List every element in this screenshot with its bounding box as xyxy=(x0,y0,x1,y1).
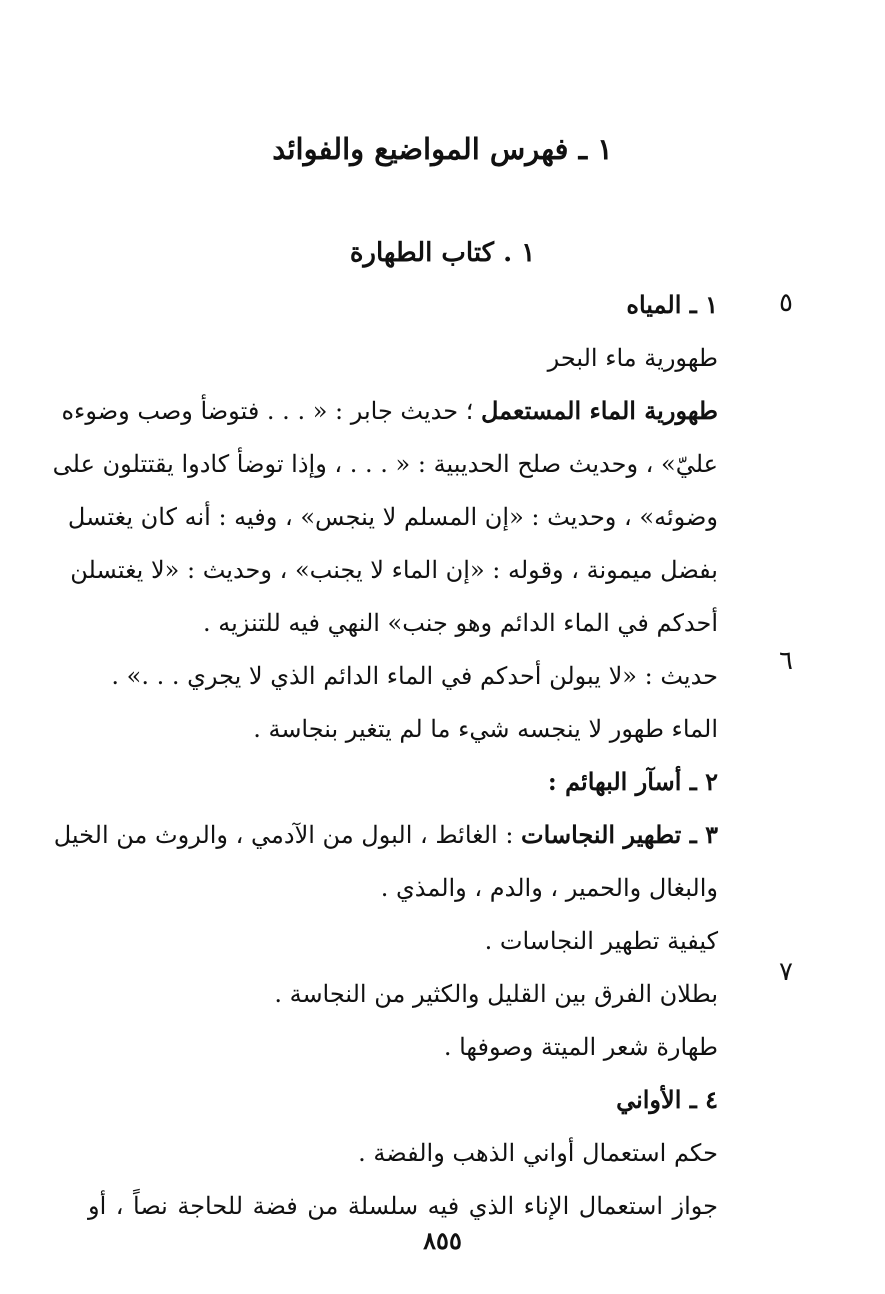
page-ref-7: ٧ xyxy=(779,957,793,987)
index-line: حكم استعمال أواني الذهب والفضة . xyxy=(358,1139,718,1167)
index-line: طهورية ماء البحر xyxy=(547,344,718,372)
index-line: كيفية تطهير النجاسات . xyxy=(484,927,718,955)
index-line xyxy=(88,762,718,802)
index-line: الماء طهور لا ينجسه شيء ما لم يتغير بنجاسة . xyxy=(253,715,718,743)
section-title: ١ . كتاب الطهارة xyxy=(349,238,536,268)
index-line: طهارة شعر الميتة وصوفها . xyxy=(443,1033,718,1061)
index-line: عليّ» ، وحديث صلح الحديبية : « . . . ، وإذا توضأ كادوا يقتتلون على xyxy=(52,450,718,478)
index-line: بطلان الفرق بين القليل والكثير من النجاسة . xyxy=(274,980,718,1008)
index-line xyxy=(88,1080,718,1120)
index-line: وضوئه» ، وحديث : «إن المسلم لا ينجس» ، وفيه : أنه كان يغتسل xyxy=(67,503,718,531)
page-ref-6: ٦ xyxy=(779,646,793,676)
heading-animal-leftovers: ٢ ـ أسآر البهائم : xyxy=(547,767,718,796)
index-line: أحدكم في الماء الدائم وهو جنب» النهي فيه للتنزيه . xyxy=(203,609,718,637)
heading-vessels: ٤ ـ الأواني xyxy=(616,1085,718,1114)
index-line: حديث : «لا يبولن أحدكم في الماء الدائم الذي لا يجري . . .» . xyxy=(111,662,718,690)
heading-purification: ٣ ـ تطهير النجاسات xyxy=(521,820,718,849)
page-ref-5: ٥ xyxy=(779,288,793,318)
index-line: ٣ ـ تطهير النجاسات : الغائط ، البول من الآدمي ، والروث من الخيل xyxy=(53,820,718,849)
index-line xyxy=(88,285,718,325)
page-number: ٨٥٥ xyxy=(423,1226,462,1255)
index-line: والبغال والحمير ، والدم ، والمذي . xyxy=(380,874,718,902)
index-line: طهورية الماء المستعمل ؛ حديث جابر : « . . . فتوضأ وصب وضوءه xyxy=(61,396,718,425)
heading-water: ١ ـ المياه xyxy=(626,290,718,319)
index-line: جواز استعمال الإناء الذي فيه سلسلة من فضة للحاجة نصاً ، أو xyxy=(88,1192,718,1220)
index-line: بفضل ميمونة ، وقوله : «إن الماء لا يجنب» ، وحديث : «لا يغتسلن xyxy=(70,556,718,584)
page-title: ١ ـ فهرس المواضيع والفوائد xyxy=(272,132,613,166)
